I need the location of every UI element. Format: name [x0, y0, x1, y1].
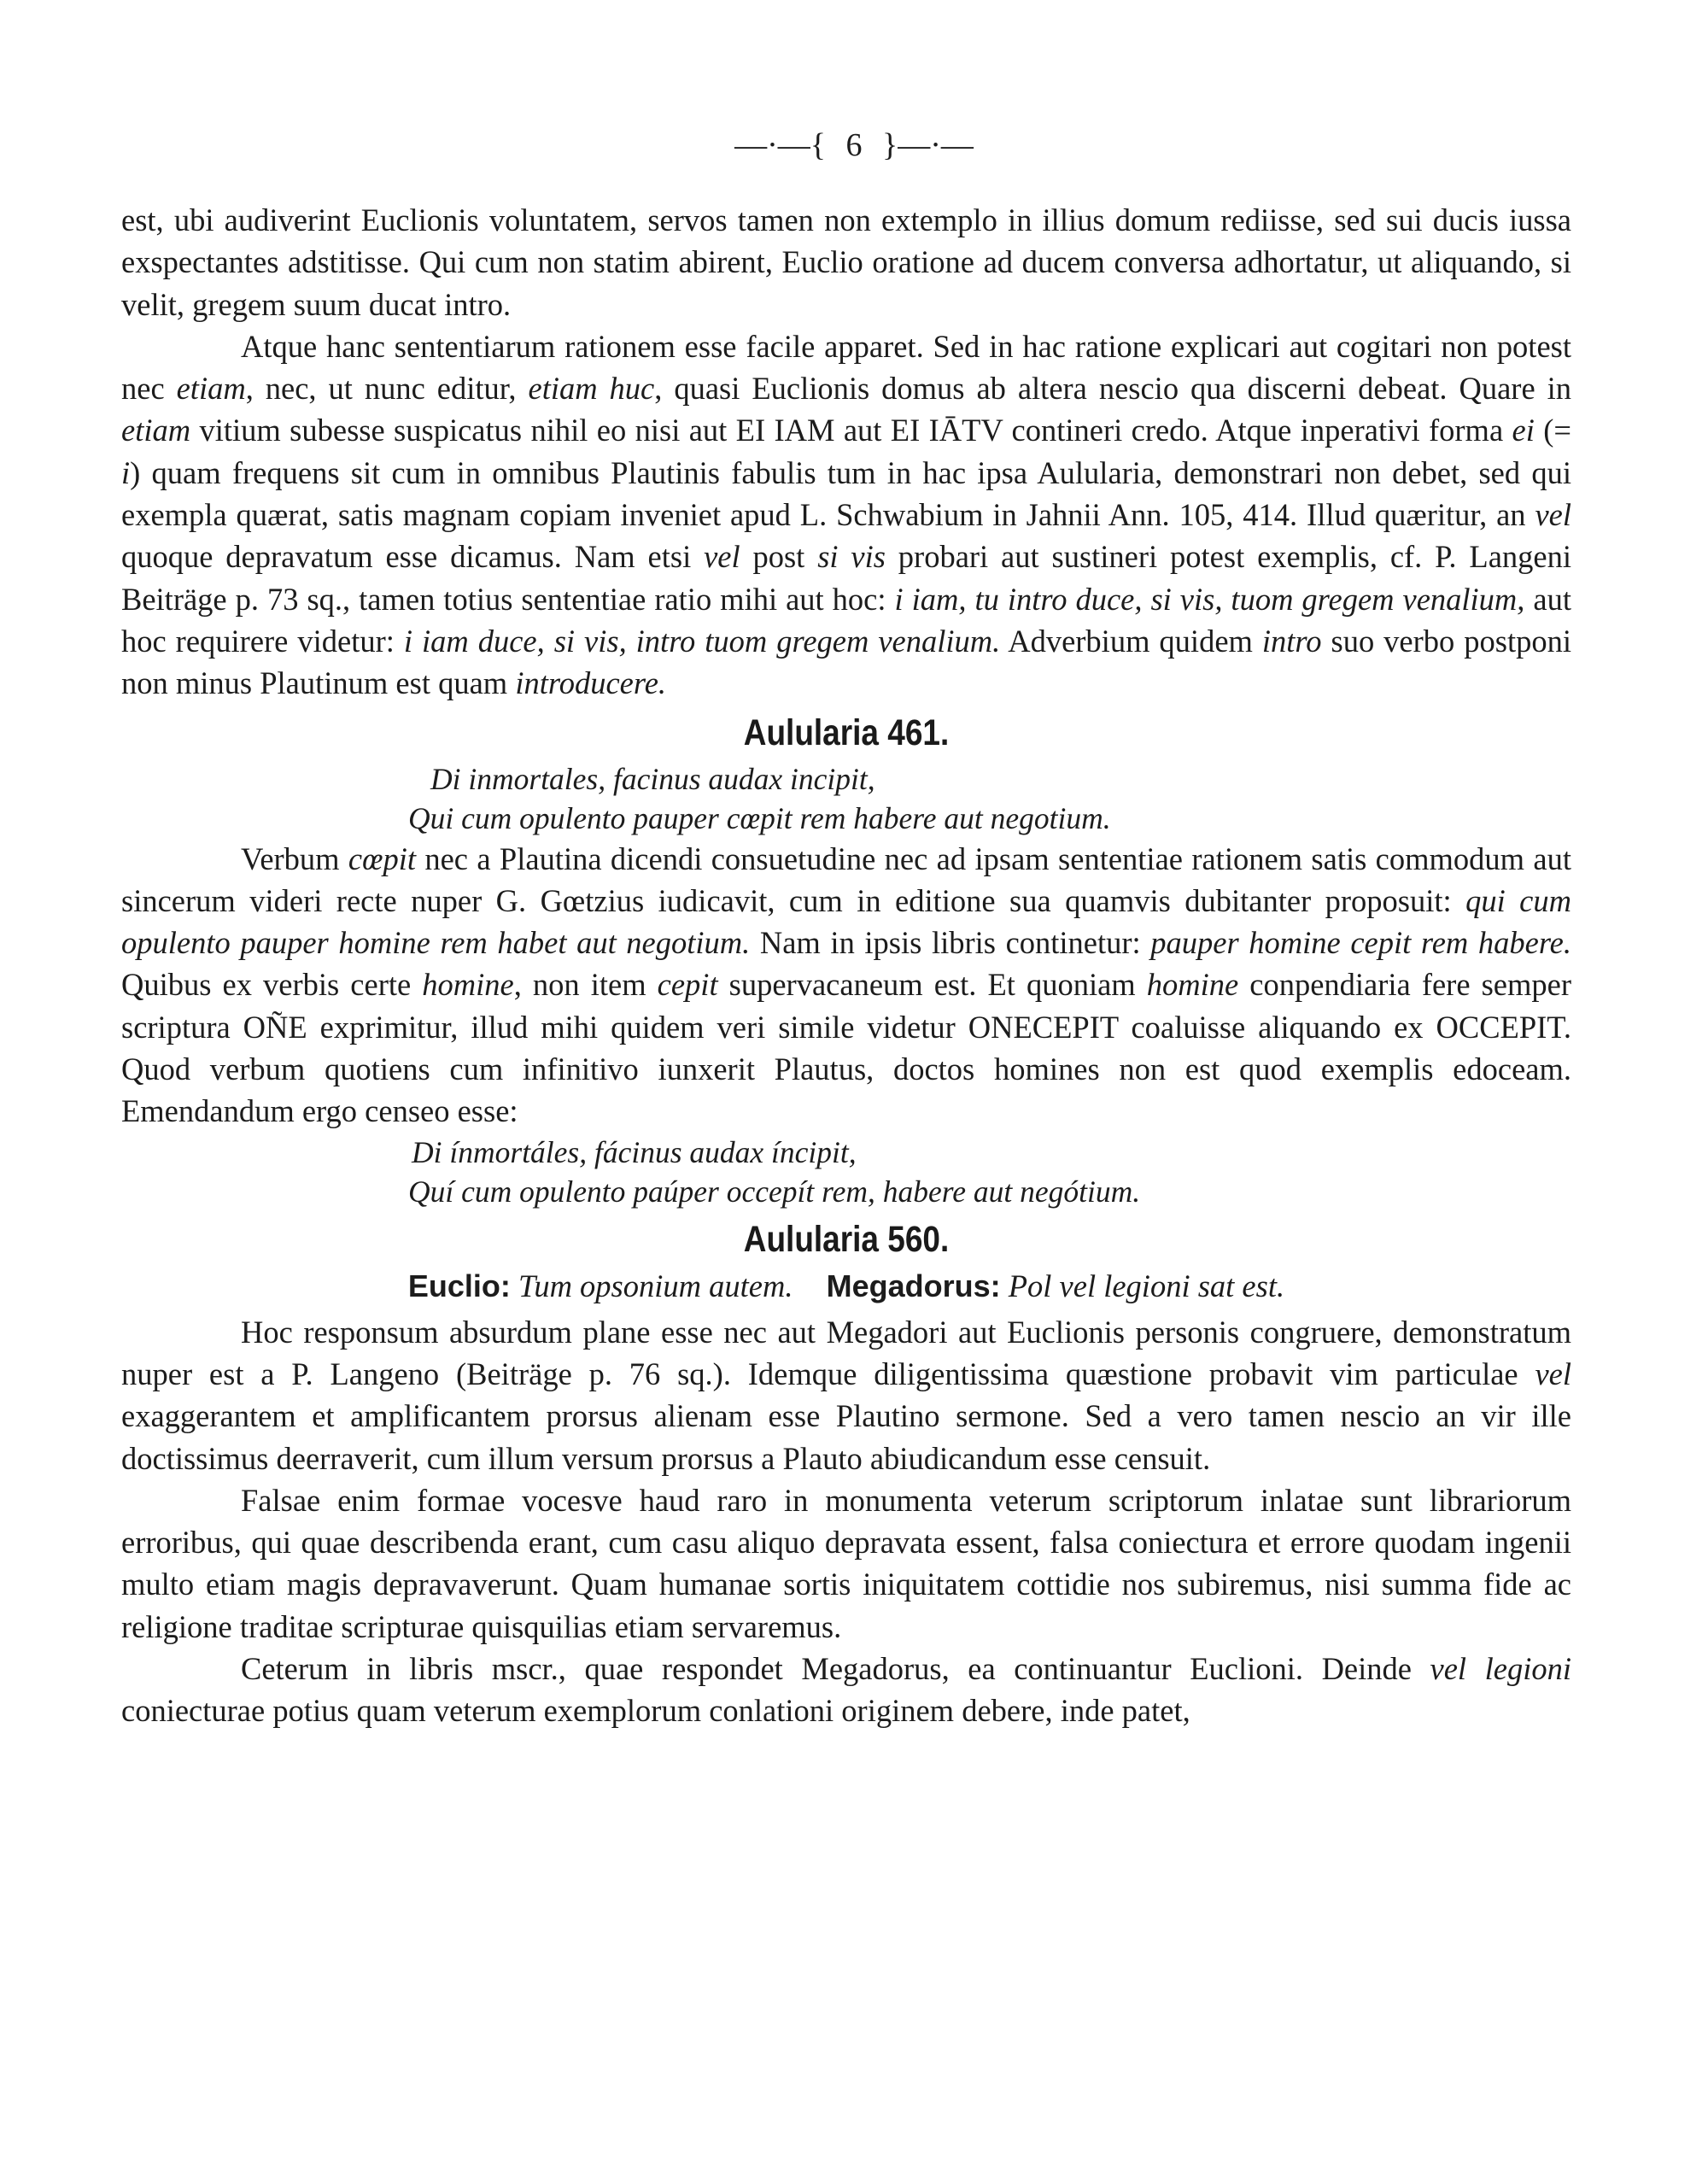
paragraph-text: Verbum	[241, 840, 348, 876]
paragraph-text: Adverbium quidem	[1000, 623, 1262, 659]
speaker-name: Megadorus:	[826, 1268, 1001, 1303]
italic-text: qui cum opulento pauper homine rem habet aut negotium.	[121, 882, 1571, 961]
paragraph-text: Nam in ipsis libris continetur:	[750, 925, 1151, 961]
paragraph-text: , non item	[513, 967, 658, 1003]
italic-text: etiam	[121, 413, 191, 448]
italic-text: homine	[1146, 967, 1239, 1003]
paragraph-text: post	[740, 539, 818, 575]
paragraph-text: exaggerantem et amplificantem prorsus alienam esse Plautino sermone. Sed a vero tamen nescio an vir ille doctissimus deerraverit, cum illum versum prorsus a Plauto abiudicandum esse censuit.	[121, 1398, 1571, 1476]
paragraph-text: conpendiaria fere semper scriptura OÑE exprimitur, illud mihi quidem veri simile videtur ONECEPIT coaluisse aliquando ex OCCEPIT. Quod verbum quotiens cum infinitivo iunxerit Plautus, doctos homines non est quod exemplis edoceam. Emendandum ergo censeo esse:	[121, 967, 1571, 1129]
verse-line: Di inmortales, facinus audax incipit,	[430, 761, 875, 796]
header-right-ornament: }—·—	[882, 127, 974, 163]
italic-text: cœpit	[348, 840, 416, 876]
italic-text: homine	[422, 967, 514, 1003]
page-header	[0, 124, 1708, 167]
section-heading-aulularia-461: Aulularia 461.	[743, 712, 950, 753]
italic-text: introducere.	[515, 665, 667, 701]
paragraph-text: suo verbo postponi non minus Plautinum est quam	[121, 623, 1571, 701]
paragraph-text: est, ubi audiverint Euclionis voluntatem, servos tamen non extemplo in illius domum rediisse, sed sui ducis iussa exspectantes adstitisse. Qui cum non statim abirent, Euclio oratione ad ducem conversa adhortatur, ut aliquando, si velit, gregem suum ducat intro.	[121, 202, 1571, 322]
italic-text: vel	[1535, 497, 1571, 533]
italic-text: vel	[1535, 1356, 1571, 1391]
paragraph-2	[121, 325, 1571, 705]
paragraph-text: vitium subesse suspicatus nihil eo nisi aut EI IAM aut EI IĀTV contineri credo. Atque inperativi forma	[190, 413, 1512, 448]
paragraph-5	[121, 1479, 1571, 1648]
paragraph-text: , nec, ut nunc editur,	[245, 371, 529, 407]
italic-text: etiam	[176, 371, 246, 407]
verse-line: Di ínmortáles, fácinus audax íncipit,	[412, 1134, 857, 1169]
dialog-line	[121, 1266, 1571, 1307]
paragraph-text: Quibus ex verbis certe	[121, 967, 423, 1003]
paragraph-1	[121, 199, 1571, 325]
italic-text: intro	[1261, 623, 1322, 659]
paragraph-text: quoque depravatum esse dicamus. Nam etsi	[121, 539, 705, 575]
italic-text: i iam duce, si vis, intro tuom gregem venalium.	[403, 623, 1001, 659]
spoken-line: Tum opsonium autem.	[518, 1268, 793, 1303]
paragraph-4	[121, 1311, 1571, 1479]
section-heading-aulularia-560: Aulularia 560.	[743, 1218, 950, 1260]
verse-line: Quí cum opulento paúper occepít rem, habere aut negótium.	[408, 1174, 1141, 1209]
spoken-line: Pol vel legioni sat est.	[1008, 1268, 1285, 1303]
paragraph-text: Hoc responsum absurdum plane esse nec aut Megadori aut Euclionis personis congruere, demonstratum nuper est a P. Langeno (Beiträge p. 76 sq.). Idemque diligentissima quæstione probavit vim particulae	[121, 1314, 1571, 1391]
paragraph-text: supervacaneum est. Et quoniam	[717, 967, 1147, 1003]
italic-text: vel	[704, 539, 740, 575]
paragraph-text: nec a Plautina dicendi consuetudine nec ad ipsam sententiae rationem satis commodum aut sincerum videri recte nuper G. Gœtzius iudicavit, cum in editione sua quamvis dubitanter proposuit:	[121, 840, 1571, 918]
paragraph-text: probari aut sustineri potest exemplis, cf. P. Langeni Beiträge p. 73 sq., tamen totius sententiae ratio mihi aut hoc:	[121, 539, 1571, 617]
paragraph-3	[121, 838, 1571, 1133]
paragraph-text: , quasi Euclionis domus ab altera nescio qua discerni debeat. Quare in	[654, 371, 1571, 407]
italic-text: si vis	[817, 539, 886, 575]
paragraph-text: (=	[1534, 413, 1571, 448]
paragraph-text: Ceterum in libris mscr., quae respondet Megadorus, ea continuantur Euclioni. Deinde	[241, 1651, 1430, 1687]
italic-text: ei	[1512, 413, 1535, 448]
italic-text: cepit	[657, 967, 718, 1003]
italic-text: i iam, tu intro duce, si vis, tuom gregem venalium,	[894, 581, 1525, 617]
italic-text: i	[121, 454, 131, 490]
speaker-name: Euclio:	[407, 1268, 511, 1303]
page-content	[121, 199, 1571, 1732]
paragraph-text: Falsae enim formae vocesve haud raro in monumenta veterum scriptorum inlatae sunt librariorum erroribus, qui quae describenda erant, cum casu aliquo depravata essent, falsa coniectura et errore quodam ingenii multo etiam magis depravaverunt. Quam humanae sortis iniquitatem cottidie nos subiremus, nisi summa fide ac religione traditae scripturae quisquilias etiam servaremus.	[121, 1482, 1571, 1644]
page-number: 6	[845, 127, 863, 163]
paragraph-text: Atque hanc sententiarum rationem esse facile apparet. Sed in hac ratione explicari aut cogitari non potest nec	[121, 328, 1571, 407]
paragraph-text: aut hoc requirere videtur:	[121, 581, 1571, 659]
paragraph-6	[121, 1648, 1571, 1732]
header-left-ornament: —·—{	[734, 127, 826, 163]
italic-text: pauper homine cepit rem habere.	[1150, 925, 1572, 961]
italic-text: vel legioni	[1430, 1651, 1571, 1687]
verse-line: Qui cum opulento pauper cœpit rem habere aut negotium.	[408, 800, 1111, 835]
italic-text: etiam huc	[528, 371, 655, 407]
paragraph-text: ) quam frequens sit cum in omnibus Plautinis fabulis tum in hac ipsa Aulularia, demonstrari non debet, sed qui exempla quærat, satis magnam copiam inveniet apud L. Schwabium in Jahnii Ann. 105, 414. Illud quæritur, an	[121, 454, 1571, 533]
paragraph-text: coniecturae potius quam veterum exemplorum conlationi originem debere, inde patet,	[121, 1693, 1190, 1729]
